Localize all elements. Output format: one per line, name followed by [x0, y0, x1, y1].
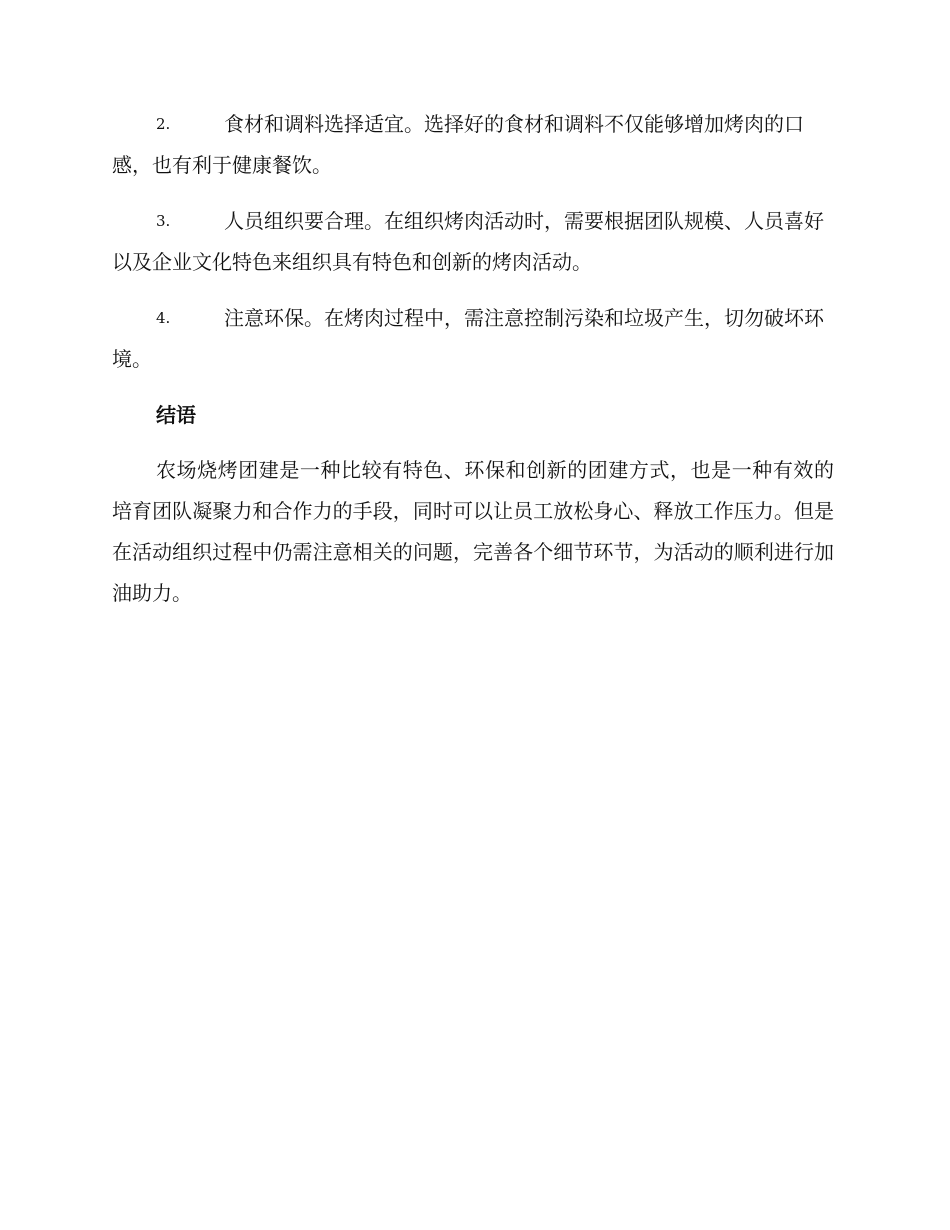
list-number: 3.	[156, 212, 171, 230]
list-item-2	[112, 104, 834, 186]
list-number: 2.	[156, 115, 171, 133]
document-page	[112, 104, 834, 614]
list-item-3	[112, 201, 834, 283]
list-item-4	[112, 298, 834, 380]
list-number: 4.	[156, 309, 171, 327]
conclusion-paragraph: 农场烧烤团建是一种比较有特色、环保和创新的团建方式，也是一种有效的培育团队凝聚力和合作力的手段，同时可以让员工放松身心、释放工作压力。但是在活动组织过程中仍需注意相关的问题，完善各个细节环节，为活动的顺利进行加油助力。	[112, 458, 834, 605]
list-item-text: 食材和调料选择适宜。选择好的食材和调料不仅能够增加烤肉的口感，也有利于健康餐饮。	[112, 112, 804, 177]
list-item-text: 注意环保。在烤肉过程中，需注意控制污染和垃圾产生，切勿破坏环境。	[112, 306, 824, 371]
list-item-text: 人员组织要合理。在组织烤肉活动时，需要根据团队规模、人员喜好以及企业文化特色来组织具有特色和创新的烤肉活动。	[112, 209, 824, 274]
section-heading-conclusion: 结语	[156, 403, 196, 427]
